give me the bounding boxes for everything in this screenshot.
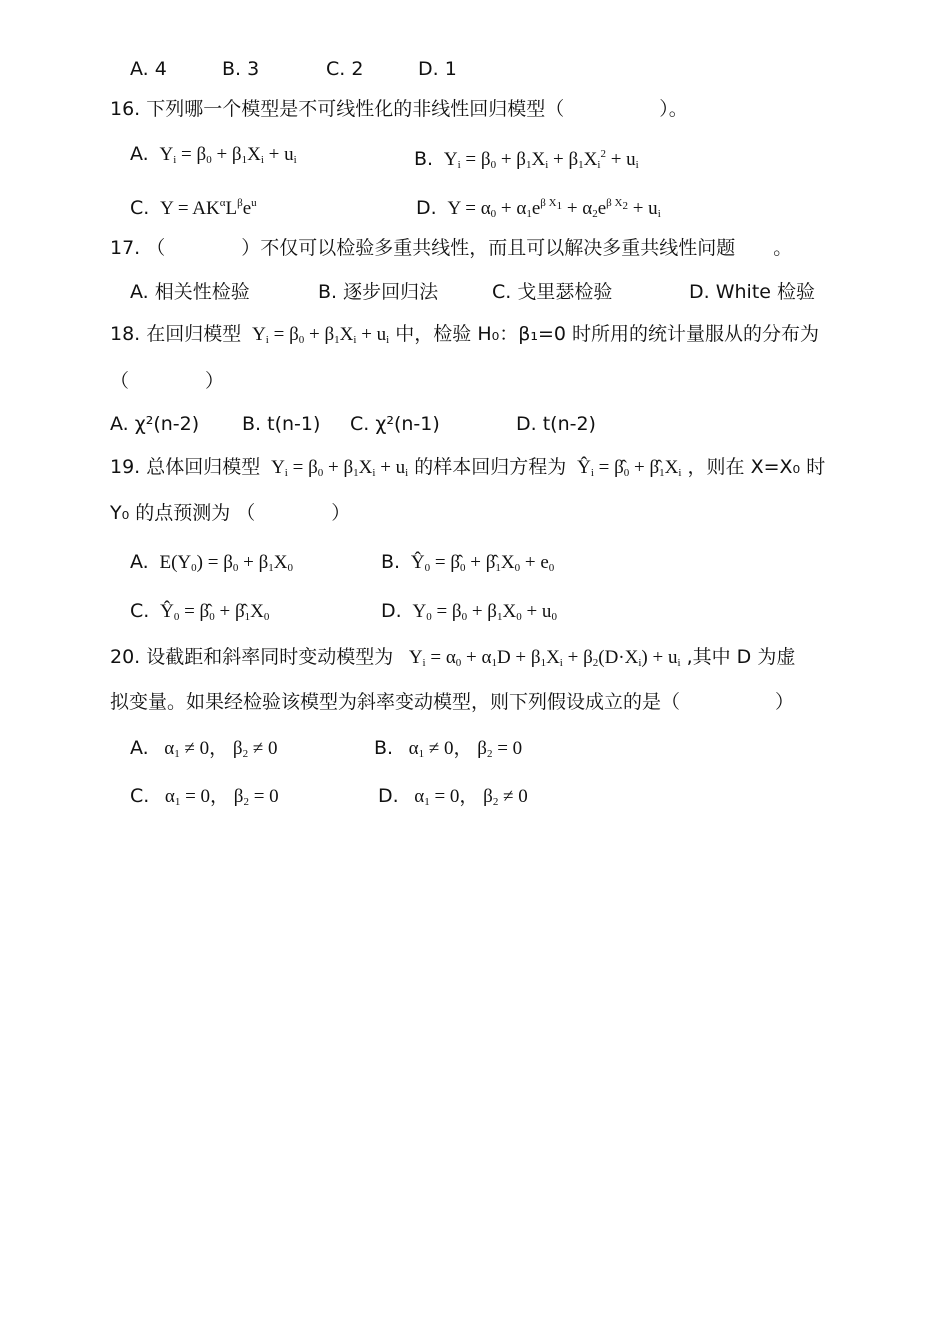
q19-stem-mid: 的样本回归方程为	[414, 456, 567, 478]
q20-option-a-label: A.	[130, 737, 149, 759]
q16-option-a-formula: $Y_i = \beta_0 + \beta_1X_i + u_i$	[154, 144, 297, 166]
q19-option-c-formula: $Ŷ_0$ = $\betâ_0$ + $\betâ_1X_0$	[155, 601, 270, 623]
q18-model-formula: $Y_i = \beta_0 + \beta_1X_i + u_i$	[247, 324, 390, 346]
q19-option-b	[381, 550, 554, 580]
q19-stem	[110, 455, 825, 485]
q18-stem-start: 18. 在回归模型	[110, 323, 242, 345]
q19-option-b-label: B.	[381, 551, 401, 573]
q16-option-a	[130, 142, 297, 172]
q18-stem-end: 时所用的统计量服从的分布为	[572, 323, 820, 345]
q18-option-a: A. χ²(n-2)	[110, 413, 200, 435]
q20-option-c-label: C.	[130, 785, 150, 807]
q16-option-d-label: D.	[416, 197, 437, 219]
q16-option-b-formula: $Y_i = \beta_0 + \beta_1X_i + \beta_1X_i^2 + u_i$	[439, 148, 639, 171]
q17-option-d: D. White 检验	[689, 281, 815, 303]
q19-option-d-formula: $Y_0 = \beta_0 + \beta_1X_0 + u_0$	[407, 601, 557, 623]
q20-stem-line2: 拟变量。如果经检验该模型为斜率变动模型，则下列假设成立的是（ ）	[110, 691, 795, 713]
q19-stem-when: 时	[806, 456, 826, 478]
q20-option-a	[130, 736, 278, 766]
q17-option-a: A. 相关性检验	[130, 281, 250, 303]
q20-stem	[110, 645, 795, 675]
q16-option-c-formula: $Y = AK^\alpha L^\beta e^u$	[155, 197, 257, 219]
q16-option-c-label: C.	[130, 197, 150, 219]
q19-stem-line2: Y₀ 的点预测为 （ ）	[110, 502, 351, 524]
q19-option-a-label: A.	[130, 551, 149, 573]
q19-stem-start: 19. 总体回归模型	[110, 456, 261, 478]
q19-option-a-formula: $E(Y_0) = \beta_0 + \beta_1X_0$	[154, 552, 293, 574]
q19-condition: X=X₀	[750, 456, 801, 478]
q17-option-c: C. 戈里瑟检验	[492, 281, 613, 303]
q20-stem-start: 20. 设截距和斜率同时变动模型为	[110, 646, 394, 668]
q20-option-c-formula: $\alpha_1 = 0$， $\beta_2 = 0$	[155, 786, 279, 808]
q19-sample-formula: $Ŷ_i$ = $\betâ_0$ + $\betâ_1X_i$	[572, 457, 682, 479]
q19-option-a	[130, 550, 293, 580]
q16-option-d-formula: $Y = \alpha_0 + \alpha_1e^{\beta X_1} + \alpha_2e^{\beta X_2} + u_i$	[442, 197, 661, 220]
q16-option-a-label: A.	[130, 143, 149, 165]
q18-option-b: B. t(n-1)	[242, 413, 321, 435]
q20-option-b-label: B.	[374, 737, 394, 759]
q17-option-b: B. 逐步回归法	[318, 281, 439, 303]
q16-option-c	[130, 191, 257, 221]
q15-option-b: B. 3	[222, 58, 260, 80]
q18-answer-paren: （ ）	[110, 370, 225, 392]
q20-option-d-formula: $\alpha_1 = 0$， $\beta_2 \ne 0$	[404, 786, 528, 808]
q20-option-d	[378, 784, 528, 814]
q18-stem-mid: 中，检验	[395, 323, 472, 345]
q18-option-d: D. t(n-2)	[516, 413, 596, 435]
q19-option-b-formula: $Ŷ_0$ = $\betâ_0$ + $\betâ_1X_0 + e_0$	[406, 552, 555, 574]
q15-option-a: A. 4	[130, 58, 167, 80]
q20-option-b	[374, 736, 522, 766]
q18-stem	[110, 322, 819, 352]
q19-population-formula: $Y_i = \beta_0 + \beta_1X_i + u_i$	[266, 457, 409, 479]
q16-stem: 16. 下列哪一个模型是不可线性化的非线性回归模型（ ）。	[110, 98, 688, 120]
q15-option-c: C. 2	[326, 58, 364, 80]
q15-option-d: D. 1	[418, 58, 457, 80]
q17-stem: 17. （ ）不仅可以检验多重共线性，而且可以解决多重共线性问题 。	[110, 237, 793, 259]
q20-option-d-label: D.	[378, 785, 399, 807]
q18-hypothesis: H₀：β₁=0	[477, 323, 566, 345]
q19-option-c	[130, 599, 269, 629]
q20-option-a-formula: $\alpha_1 \ne 0$， $\beta_2 \ne 0$	[154, 738, 278, 760]
q16-option-d	[416, 191, 661, 226]
q16-option-b-label: B.	[414, 148, 434, 170]
q20-stem-end: ,其中	[686, 646, 731, 668]
q19-option-d-label: D.	[381, 600, 402, 622]
q18-option-c: C. χ²(n-1)	[350, 413, 440, 435]
q20-option-c	[130, 784, 279, 814]
q20-option-b-formula: $\alpha_1 \ne 0$， $\beta_2 = 0$	[399, 738, 523, 760]
q19-option-d	[381, 599, 557, 629]
q20-stem-end2: 为虚	[757, 646, 796, 668]
q19-stem-end: ，则在	[687, 456, 745, 478]
q20-var: D	[736, 646, 752, 668]
q16-option-b	[414, 142, 639, 177]
q20-model-formula: $Y_i = \alpha_0 + \alpha_1D + \beta_1X_i + \beta_2(D\cdot X_i) + u_i$	[399, 647, 681, 669]
q19-option-c-label: C.	[130, 600, 150, 622]
